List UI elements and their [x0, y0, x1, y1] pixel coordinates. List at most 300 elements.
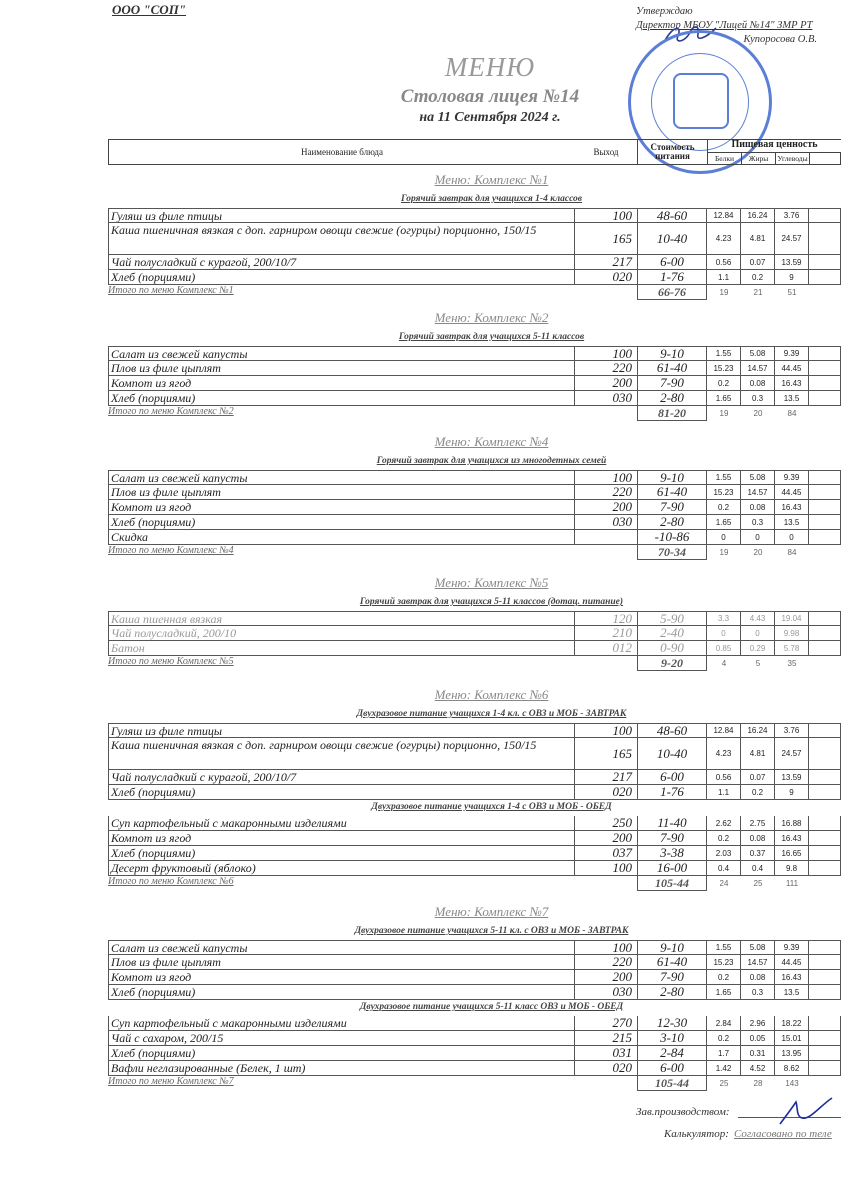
dish-price: 1-76 — [637, 785, 707, 799]
dish-name: Плов из филе цыплят — [108, 485, 575, 499]
menu-item-row — [108, 223, 841, 255]
dish-carbs: 15.01 — [775, 1031, 809, 1045]
menu-item-row — [108, 255, 841, 270]
dish-price: 16-00 — [637, 861, 707, 875]
menu-total-label: Итого по меню Комплекс №5 — [108, 656, 234, 667]
dish-protein: 2.84 — [707, 1016, 741, 1030]
menu-item-row — [108, 985, 841, 1000]
extra-cell — [809, 1046, 841, 1060]
dish-fat: 0.08 — [741, 500, 775, 514]
dish-price: 2-40 — [637, 626, 707, 640]
dish-price: 7-90 — [637, 376, 707, 390]
dish-output: 020 — [612, 784, 632, 799]
dish-fat: 0.2 — [741, 270, 775, 284]
dish-fat: 0.2 — [741, 785, 775, 799]
menu-title: Меню: Комплекс №4 — [434, 434, 549, 449]
menu-total-fat: 25 — [753, 879, 763, 888]
approval-line-2: Директор МБОУ "Лицей №14" ЗМР РТ — [636, 20, 813, 31]
section-title: Горячий завтрак для учащихся 1-4 классов — [400, 194, 583, 204]
menu-item-row — [108, 611, 841, 626]
document-date: на 11 Сентября 2024 г. — [419, 110, 561, 125]
dish-price: 48-60 — [637, 209, 707, 222]
dish-protein: 0.85 — [707, 641, 741, 655]
dish-price: 6-00 — [637, 770, 707, 784]
dish-carbs: 9.98 — [775, 626, 809, 640]
dish-output: 250 — [612, 815, 632, 830]
dish-protein: 1.65 — [707, 391, 741, 405]
menu-item-row — [108, 530, 841, 545]
dish-output: 030 — [612, 514, 632, 529]
dish-fat: 0.37 — [741, 846, 775, 860]
calculator-value: Согласовано по теле — [734, 1128, 832, 1140]
dish-output: 100 — [612, 207, 632, 223]
menu-item-row — [108, 500, 841, 515]
dish-fat: 0 — [741, 626, 775, 640]
extra-cell — [809, 223, 841, 254]
menu-total-fat: 21 — [753, 288, 763, 297]
extra-cell — [809, 970, 841, 984]
dish-protein: 1.7 — [707, 1046, 741, 1060]
dish-fat: 14.57 — [741, 955, 775, 969]
dish-price: 61-40 — [637, 955, 707, 969]
dish-name: Салат из свежей капусты — [108, 941, 575, 954]
menu-item-row — [108, 770, 841, 785]
menu-item-row — [108, 846, 841, 861]
menu-item-row — [108, 376, 841, 391]
col-price-header: Стоимость питания — [637, 140, 707, 164]
dish-carbs: 16.43 — [775, 500, 809, 514]
dish-output: 030 — [612, 984, 632, 999]
dish-price: 61-40 — [637, 485, 707, 499]
dish-output: 217 — [612, 769, 632, 784]
dish-carbs: 18.22 — [775, 1016, 809, 1030]
extra-cell — [809, 955, 841, 969]
menu-item-row — [108, 515, 841, 530]
menu-title: Меню: Комплекс №1 — [434, 172, 549, 187]
dish-protein: 12.84 — [707, 724, 741, 737]
dish-protein: 0.2 — [707, 376, 741, 390]
dish-price: 3-38 — [637, 846, 707, 860]
col-protein-header: Белки — [707, 152, 741, 164]
menu-title: Меню: Комплекс №7 — [434, 904, 549, 919]
menu-total-protein: 25 — [719, 1079, 729, 1088]
dish-output: 030 — [612, 390, 632, 405]
approval-line-1: Утверждаю — [636, 6, 693, 17]
menu-total-row — [108, 285, 841, 300]
extra-cell — [809, 530, 841, 544]
dish-protein: 0 — [707, 626, 741, 640]
extra-cell — [809, 500, 841, 514]
extra-cell — [809, 347, 841, 360]
menu-item-row — [108, 785, 841, 800]
menu-item-row — [108, 1031, 841, 1046]
dish-name: Плов из филе цыплят — [108, 955, 575, 969]
dish-carbs: 13.59 — [775, 255, 809, 269]
dish-output: 217 — [612, 254, 632, 269]
menu-item-row — [108, 940, 841, 955]
dish-price: 11-40 — [637, 816, 707, 830]
dish-protein: 0.2 — [707, 500, 741, 514]
menu-total-fat: 5 — [755, 659, 761, 668]
menu-item-row — [108, 485, 841, 500]
dish-output: 220 — [612, 360, 632, 375]
dish-fat: 0.3 — [741, 985, 775, 999]
dish-name: Салат из свежей капусты — [108, 347, 575, 360]
dish-name: Хлеб (порциями) — [108, 270, 575, 284]
dish-price: 5-90 — [637, 612, 707, 625]
dish-protein: 0.2 — [707, 831, 741, 845]
dish-carbs: 13.5 — [775, 515, 809, 529]
extra-cell — [809, 861, 841, 875]
dish-protein: 0 — [707, 530, 741, 544]
extra-cell — [809, 941, 841, 954]
extra-cell — [809, 471, 841, 484]
manager-signature — [776, 1094, 836, 1128]
menu-total-fat: 20 — [753, 409, 763, 418]
menu-item-row — [108, 1046, 841, 1061]
approval-line-3: Купоросова О.В. — [743, 34, 817, 45]
dish-name: Хлеб (порциями) — [108, 785, 575, 799]
menu-total-protein: 4 — [721, 659, 727, 668]
extra-cell — [809, 1016, 841, 1030]
dish-carbs: 9.39 — [775, 347, 809, 360]
dish-carbs: 13.5 — [775, 985, 809, 999]
extra-cell — [809, 376, 841, 390]
dish-fat: 0.05 — [741, 1031, 775, 1045]
dish-carbs: 16.65 — [775, 846, 809, 860]
col-extra-header — [809, 152, 841, 164]
dish-name: Компот из ягод — [108, 970, 575, 984]
dish-carbs: 9.8 — [775, 861, 809, 875]
menu-total-carbs: 143 — [785, 1079, 799, 1088]
dish-carbs: 44.45 — [775, 955, 809, 969]
menu-item-row — [108, 626, 841, 641]
dish-name: Суп картофельный с макаронными изделиями — [108, 816, 575, 830]
dish-carbs: 19.04 — [775, 612, 809, 625]
dish-protein: 0.4 — [707, 861, 741, 875]
dish-name: Скидка — [108, 530, 575, 544]
menu-total-protein: 24 — [719, 879, 729, 888]
dish-carbs: 9 — [775, 270, 809, 284]
manager-label: Зав.производством: — [636, 1106, 730, 1118]
dish-fat: 0.29 — [741, 641, 775, 655]
menu-total-label: Итого по меню Комплекс №2 — [108, 406, 234, 417]
dish-fat: 0.3 — [741, 391, 775, 405]
menu-total-row — [108, 1076, 841, 1091]
extra-cell — [809, 270, 841, 284]
dish-price: 6-00 — [637, 255, 707, 269]
dish-name: Хлеб (порциями) — [108, 515, 575, 529]
dish-output: 200 — [612, 830, 632, 845]
dish-price: 10-40 — [637, 738, 707, 769]
dish-fat: 2.96 — [741, 1016, 775, 1030]
dish-protein: 1.1 — [707, 270, 741, 284]
dish-price: 7-90 — [637, 500, 707, 514]
menu-item-row — [108, 738, 841, 770]
dish-protein: 1.42 — [707, 1061, 741, 1075]
dish-name: Чай полусладкий с курагой, 200/10/7 — [108, 770, 575, 784]
menu-item-row — [108, 361, 841, 376]
dish-carbs: 13.59 — [775, 770, 809, 784]
menu-total-protein: 19 — [719, 409, 729, 418]
menu-total-carbs: 35 — [787, 659, 797, 668]
dish-fat: 0 — [741, 530, 775, 544]
extra-cell — [809, 816, 841, 830]
col-nutrition-header: Пищевая ценность — [707, 140, 841, 152]
menu-item-row — [108, 391, 841, 406]
dish-name: Компот из ягод — [108, 831, 575, 845]
dish-carbs: 3.76 — [775, 724, 809, 737]
dish-fat: 2.75 — [741, 816, 775, 830]
dish-protein: 0.2 — [707, 970, 741, 984]
dish-carbs: 16.88 — [775, 816, 809, 830]
dish-protein: 4.23 — [707, 738, 741, 769]
dish-price: 2-84 — [637, 1046, 707, 1060]
section-title: Двухразовое питание учащихся 1-4 с ОВЗ и МОБ - ОБЕД — [371, 802, 612, 812]
menu-item-row — [108, 861, 841, 876]
dish-name: Чай с сахаром, 200/15 — [108, 1031, 575, 1045]
menu-item-row — [108, 346, 841, 361]
dish-carbs: 44.45 — [775, 361, 809, 375]
dish-price: 1-76 — [637, 270, 707, 284]
dish-output: 215 — [612, 1030, 632, 1045]
menu-total-price: 81-20 — [637, 406, 707, 421]
col-output-header: Выход — [593, 146, 619, 157]
menu-title: Меню: Комплекс №6 — [434, 687, 549, 702]
dish-name: Компот из ягод — [108, 376, 575, 390]
dish-carbs: 44.45 — [775, 485, 809, 499]
dish-output: 270 — [612, 1015, 632, 1030]
menu-total-price: 105-44 — [637, 1076, 707, 1091]
extra-cell — [809, 209, 841, 222]
dish-name: Хлеб (порциями) — [108, 1046, 575, 1060]
dish-protein: 15.23 — [707, 485, 741, 499]
dish-output: 020 — [612, 269, 632, 284]
extra-cell — [809, 985, 841, 999]
dish-name: Гуляш из филе птицы — [108, 724, 575, 737]
dish-fat: 4.81 — [741, 223, 775, 254]
dish-output: 165 — [612, 230, 632, 246]
dish-protein: 1.55 — [707, 471, 741, 484]
dish-fat: 14.57 — [741, 485, 775, 499]
menu-total-carbs: 84 — [787, 548, 797, 557]
dish-fat: 0.08 — [741, 831, 775, 845]
dish-fat: 0.3 — [741, 515, 775, 529]
dish-protein: 0.56 — [707, 255, 741, 269]
menu-total-price: 66-76 — [637, 285, 707, 300]
dish-price: 9-10 — [637, 941, 707, 954]
document-subtitle: Столовая лицея №14 — [400, 86, 580, 107]
menu-title: Меню: Комплекс №5 — [434, 575, 549, 590]
dish-name: Компот из ягод — [108, 500, 575, 514]
dish-carbs: 24.57 — [775, 738, 809, 769]
dish-carbs: 3.76 — [775, 209, 809, 222]
dish-price: 2-80 — [637, 515, 707, 529]
extra-cell — [809, 612, 841, 625]
col-name-header: Наименование блюда — [108, 140, 575, 164]
calculator-label: Калькулятор: — [664, 1128, 729, 1140]
dish-fat: 0.08 — [741, 970, 775, 984]
dish-protein: 3.3 — [707, 612, 741, 625]
extra-cell — [809, 724, 841, 737]
dish-fat: 4.43 — [741, 612, 775, 625]
dish-price: -10-86 — [637, 530, 707, 544]
dish-output: 100 — [612, 469, 632, 485]
extra-cell — [809, 515, 841, 529]
dish-output: 220 — [612, 484, 632, 499]
menu-total-fat: 28 — [753, 1079, 763, 1088]
extra-cell — [809, 641, 841, 655]
section-title: Горячий завтрак для учащихся 5-11 классов — [398, 332, 585, 342]
dish-price: 3-10 — [637, 1031, 707, 1045]
dish-carbs: 0 — [775, 530, 809, 544]
dish-output: 210 — [612, 625, 632, 640]
dish-price: 12-30 — [637, 1016, 707, 1030]
dish-fat: 0.4 — [741, 861, 775, 875]
menu-item-row — [108, 641, 841, 656]
dish-protein: 1.1 — [707, 785, 741, 799]
section-title: Двухразовое питание учащихся 1-4 кл. с ОВЗ и МОБ - ЗАВТРАК — [356, 709, 627, 719]
extra-cell — [809, 738, 841, 769]
menu-item-row — [108, 208, 841, 223]
extra-cell — [809, 485, 841, 499]
dish-fat: 0.08 — [741, 376, 775, 390]
dish-output: 037 — [612, 845, 632, 860]
extra-cell — [809, 831, 841, 845]
extra-cell — [809, 770, 841, 784]
dish-fat: 5.08 — [741, 471, 775, 484]
dish-output: 200 — [612, 375, 632, 390]
dish-protein: 1.55 — [707, 941, 741, 954]
menu-total-price: 70-34 — [637, 545, 707, 560]
menu-total-carbs: 51 — [787, 288, 797, 297]
menu-total-carbs: 84 — [787, 409, 797, 418]
menu-item-row — [108, 1016, 841, 1031]
extra-cell — [809, 391, 841, 405]
menu-total-fat: 20 — [753, 548, 763, 557]
dish-fat: 5.08 — [741, 347, 775, 360]
dish-carbs: 16.43 — [775, 831, 809, 845]
dish-name: Суп картофельный с макаронными изделиями — [108, 1016, 575, 1030]
dish-fat: 0.31 — [741, 1046, 775, 1060]
dish-price: 9-10 — [637, 347, 707, 360]
dish-output: 165 — [612, 745, 632, 761]
extra-cell — [809, 846, 841, 860]
dish-fat: 4.81 — [741, 738, 775, 769]
section-title: Горячий завтрак для учащихся 5-11 классов (дотац. питание) — [359, 597, 624, 607]
menu-item-row — [108, 470, 841, 485]
dish-name: Гуляш из филе птицы — [108, 209, 575, 222]
dish-name: Каша пшеничная вязкая с доп. гарниром овощи свежие (огурцы) порционно, 150/15 — [108, 738, 575, 769]
dish-protein: 1.55 — [707, 347, 741, 360]
menu-total-price: 105-44 — [637, 876, 707, 891]
extra-cell — [809, 1061, 841, 1075]
extra-cell — [809, 361, 841, 375]
dish-name: Чай полусладкий с курагой, 200/10/7 — [108, 255, 575, 269]
dish-name: Вафли неглазированные (Белек, 1 шт) — [108, 1061, 575, 1075]
dish-carbs: 5.78 — [775, 641, 809, 655]
dish-output: 100 — [612, 345, 632, 361]
dish-carbs: 16.43 — [775, 970, 809, 984]
dish-output: 200 — [612, 499, 632, 514]
dish-carbs: 13.95 — [775, 1046, 809, 1060]
table-header — [108, 139, 841, 165]
section-title: Двухразовое питание учащихся 5-11 кл. с ОВЗ и МОБ - ЗАВТРАК — [354, 926, 629, 936]
dish-output: 020 — [612, 1060, 632, 1075]
dish-name: Чай полусладкий, 200/10 — [108, 626, 575, 640]
dish-name: Плов из филе цыплят — [108, 361, 575, 375]
dish-protein: 4.23 — [707, 223, 741, 254]
menu-total-label: Итого по меню Комплекс №1 — [108, 285, 234, 296]
dish-price: 2-80 — [637, 391, 707, 405]
dish-output: 100 — [612, 939, 632, 955]
dish-carbs: 9.39 — [775, 471, 809, 484]
dish-fat: 14.57 — [741, 361, 775, 375]
extra-cell — [809, 626, 841, 640]
dish-name: Десерт фруктовый (яблоко) — [108, 861, 575, 875]
menu-total-protein: 19 — [719, 288, 729, 297]
extra-cell — [809, 1031, 841, 1045]
menu-total-carbs: 111 — [785, 879, 799, 888]
dish-output: 220 — [612, 954, 632, 969]
dish-fat: 4.52 — [741, 1061, 775, 1075]
section-title: Горячий завтрак для учащихся из многодетных семей — [376, 456, 607, 466]
extra-cell — [809, 785, 841, 799]
dish-carbs: 16.43 — [775, 376, 809, 390]
col-fat-header: Жиры — [741, 152, 775, 164]
menu-item-row — [108, 970, 841, 985]
dish-fat: 5.08 — [741, 941, 775, 954]
dish-name: Хлеб (порциями) — [108, 985, 575, 999]
menu-item-row — [108, 831, 841, 846]
dish-carbs: 9 — [775, 785, 809, 799]
dish-protein: 0.56 — [707, 770, 741, 784]
dish-output: 012 — [612, 640, 632, 655]
menu-total-row — [108, 545, 841, 560]
dish-fat: 0.07 — [741, 770, 775, 784]
dish-price: 6-00 — [637, 1061, 707, 1075]
menu-title: Меню: Комплекс №2 — [434, 310, 549, 325]
dish-name: Хлеб (порциями) — [108, 391, 575, 405]
dish-price: 7-90 — [637, 970, 707, 984]
dish-fat: 0.07 — [741, 255, 775, 269]
menu-total-label: Итого по меню Комплекс №7 — [108, 1076, 234, 1087]
extra-cell — [809, 255, 841, 269]
menu-total-protein: 19 — [719, 548, 729, 557]
dish-name: Хлеб (порциями) — [108, 846, 575, 860]
dish-fat: 16.24 — [741, 724, 775, 737]
dish-output: 100 — [612, 860, 632, 875]
dish-output — [575, 530, 637, 544]
dish-protein: 15.23 — [707, 955, 741, 969]
dish-price: 9-10 — [637, 471, 707, 484]
menu-total-row — [108, 876, 841, 891]
dish-price: 48-60 — [637, 724, 707, 737]
dish-price: 2-80 — [637, 985, 707, 999]
menu-total-price: 9-20 — [637, 656, 707, 671]
dish-protein: 2.03 — [707, 846, 741, 860]
dish-protein: 1.65 — [707, 985, 741, 999]
dish-name: Каша пшенная вязкая — [108, 612, 575, 625]
dish-price: 7-90 — [637, 831, 707, 845]
dish-price: 0-90 — [637, 641, 707, 655]
organization-name: ООО "СОП" — [112, 2, 187, 17]
dish-protein: 1.65 — [707, 515, 741, 529]
dish-output: 200 — [612, 969, 632, 984]
menu-total-label: Итого по меню Комплекс №4 — [108, 545, 234, 556]
dish-carbs: 9.39 — [775, 941, 809, 954]
menu-item-row — [108, 816, 841, 831]
